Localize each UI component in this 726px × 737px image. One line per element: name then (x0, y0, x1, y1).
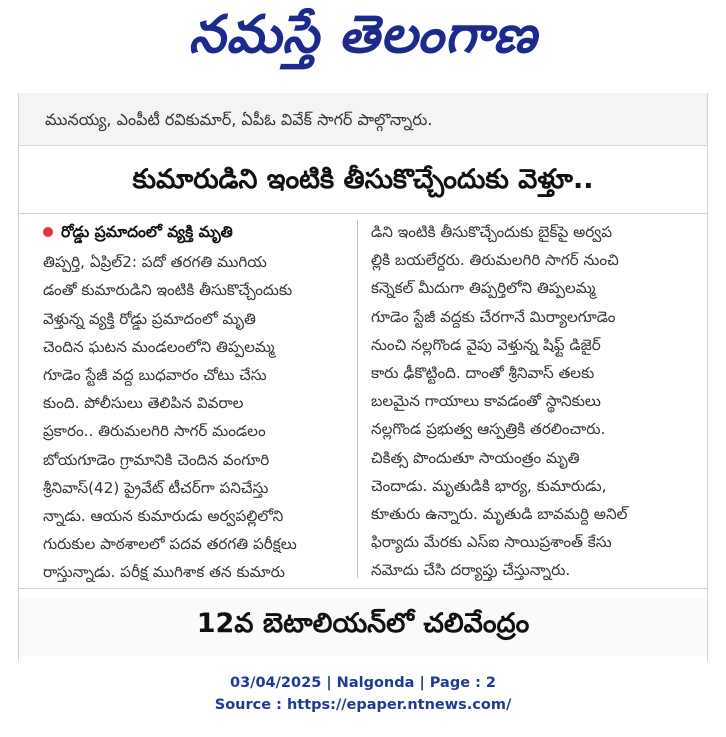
body-line: డిని ఇంటికి తీసుకొచ్చేందుకు బైక్‌పై అర్వప (371, 223, 613, 241)
body-line: గురుకుల పాఠశాలలో పదవ తరగతి పరీక్షలు (43, 535, 297, 554)
body-line: రాస్తున్నాడు. పరీక్ష ముగిశాక తన కుమారు (43, 563, 285, 582)
body-line: కుంది. పోలీసులు తెలిపిన వివరాల (43, 394, 244, 413)
source-link[interactable]: Source : https://epaper.ntnews.com/ (214, 697, 512, 713)
body-line: ప్రకారం.. తిరుమలగిరి సాగర్ మండలం (43, 422, 266, 441)
body-line: గూడెం స్టేజీ వద్ద బుధవారం చోటు చేసు (43, 366, 267, 385)
article-column-left (43, 218, 349, 587)
source-footer (0, 672, 726, 716)
masthead (0, 0, 726, 82)
body-line: నల్లగొండ ప్రభుత్వ ఆస్పత్రికి తరలించారు. (371, 420, 606, 439)
previous-article-line: మునయ్య, ఎంపీటీ రవికుమార్, ఏపీఓ వివేక్ సాగర్ పాల్గొన్నారు. (45, 110, 433, 129)
body-line: బోయగూడెం గ్రామానికి చెందిన వంగూరి (43, 450, 270, 469)
next-article-headline: 12వ బెటాలియన్‌లో చలివేంద్రం (19, 598, 707, 656)
newspaper-clipping (18, 93, 708, 661)
masthead-logo: నమస్తే తెలంగాణ (188, 4, 538, 65)
edition-info: 03/04/2025 | Nalgonda | Page : 2 (229, 675, 497, 691)
body-line: కన్నెకల్ మీదుగా తిప్పర్తిలోని తిప్పలమ్మ (371, 279, 596, 298)
body-line: కూతురు ఉన్నారు. మృతుడి బావమర్ది అనిల్ (371, 505, 628, 524)
body-line: నుంచి నల్లగొండ వైపు వెళ్తున్న షిఫ్ట్ డిజైర్ (371, 335, 601, 354)
body-line: ఫిర్యాదు మేరకు ఎస్ఐ సాయిప్రశాంత్ కేసు (371, 533, 612, 552)
previous-article-fragment (19, 93, 707, 146)
article-headline: కుమారుడిని ఇంటికి తీసుకొచ్చేందుకు వెళ్తూ.. (132, 164, 594, 195)
subhead-text: రోడ్డు ప్రమాదంలో వ్యక్తి మృతి (61, 223, 233, 241)
body-line: నమోదు చేసి దర్యాప్తు చేస్తున్నారు. (371, 561, 571, 580)
body-line: శ్రీనివాస్(42) ప్రైవేట్ టీచర్‌గా పనిచేస్తు (43, 478, 269, 497)
body-line: ల్లికి బయలేర్దరు. తిరుమలగిరి సాగర్ నుంచి (371, 251, 619, 270)
bottom-divider (19, 588, 707, 589)
headline-divider (19, 213, 707, 214)
body-line: న్నాడు. ఆయన కుమారుడు అర్వపల్లిలోని (43, 507, 284, 526)
body-line: తిప్పర్తి, ఏప్రిల్2: పదో తరగతి ముగియ (43, 253, 267, 272)
body-line: డంతో కుమారుడిని ఇంటికి తీసుకొచ్చేందుకు (43, 281, 293, 300)
body-line: కారు ఢీకొట్టింది. దాంతో శ్రీనివాస్ తలకు (371, 364, 595, 383)
article-subhead (43, 218, 349, 246)
body-line: చెందాడు. మృతుడికి భార్య, కుమారుడు, (371, 476, 607, 495)
body-line: చెందిన ఘటన మండలంలోని తిప్పలమ్మ (43, 337, 275, 356)
body-line: గూడెం స్టేజీ వద్దకు చేరగానే మిర్యాలగూడెం (371, 307, 616, 326)
column-divider (357, 220, 358, 578)
article-column-right (371, 218, 689, 585)
body-line: బలమైన గాయాలు కావడంతో స్థానికులు (371, 392, 601, 411)
red-bullet-icon (43, 227, 53, 237)
body-line: వెళ్తున్న వ్యక్తి రోడ్డు ప్రమాదంలో మృతి (43, 309, 256, 328)
body-line: చికిత్స పొందుతూ సాయంత్రం మృతి (371, 448, 580, 467)
cut-off-text-row (45, 93, 685, 103)
